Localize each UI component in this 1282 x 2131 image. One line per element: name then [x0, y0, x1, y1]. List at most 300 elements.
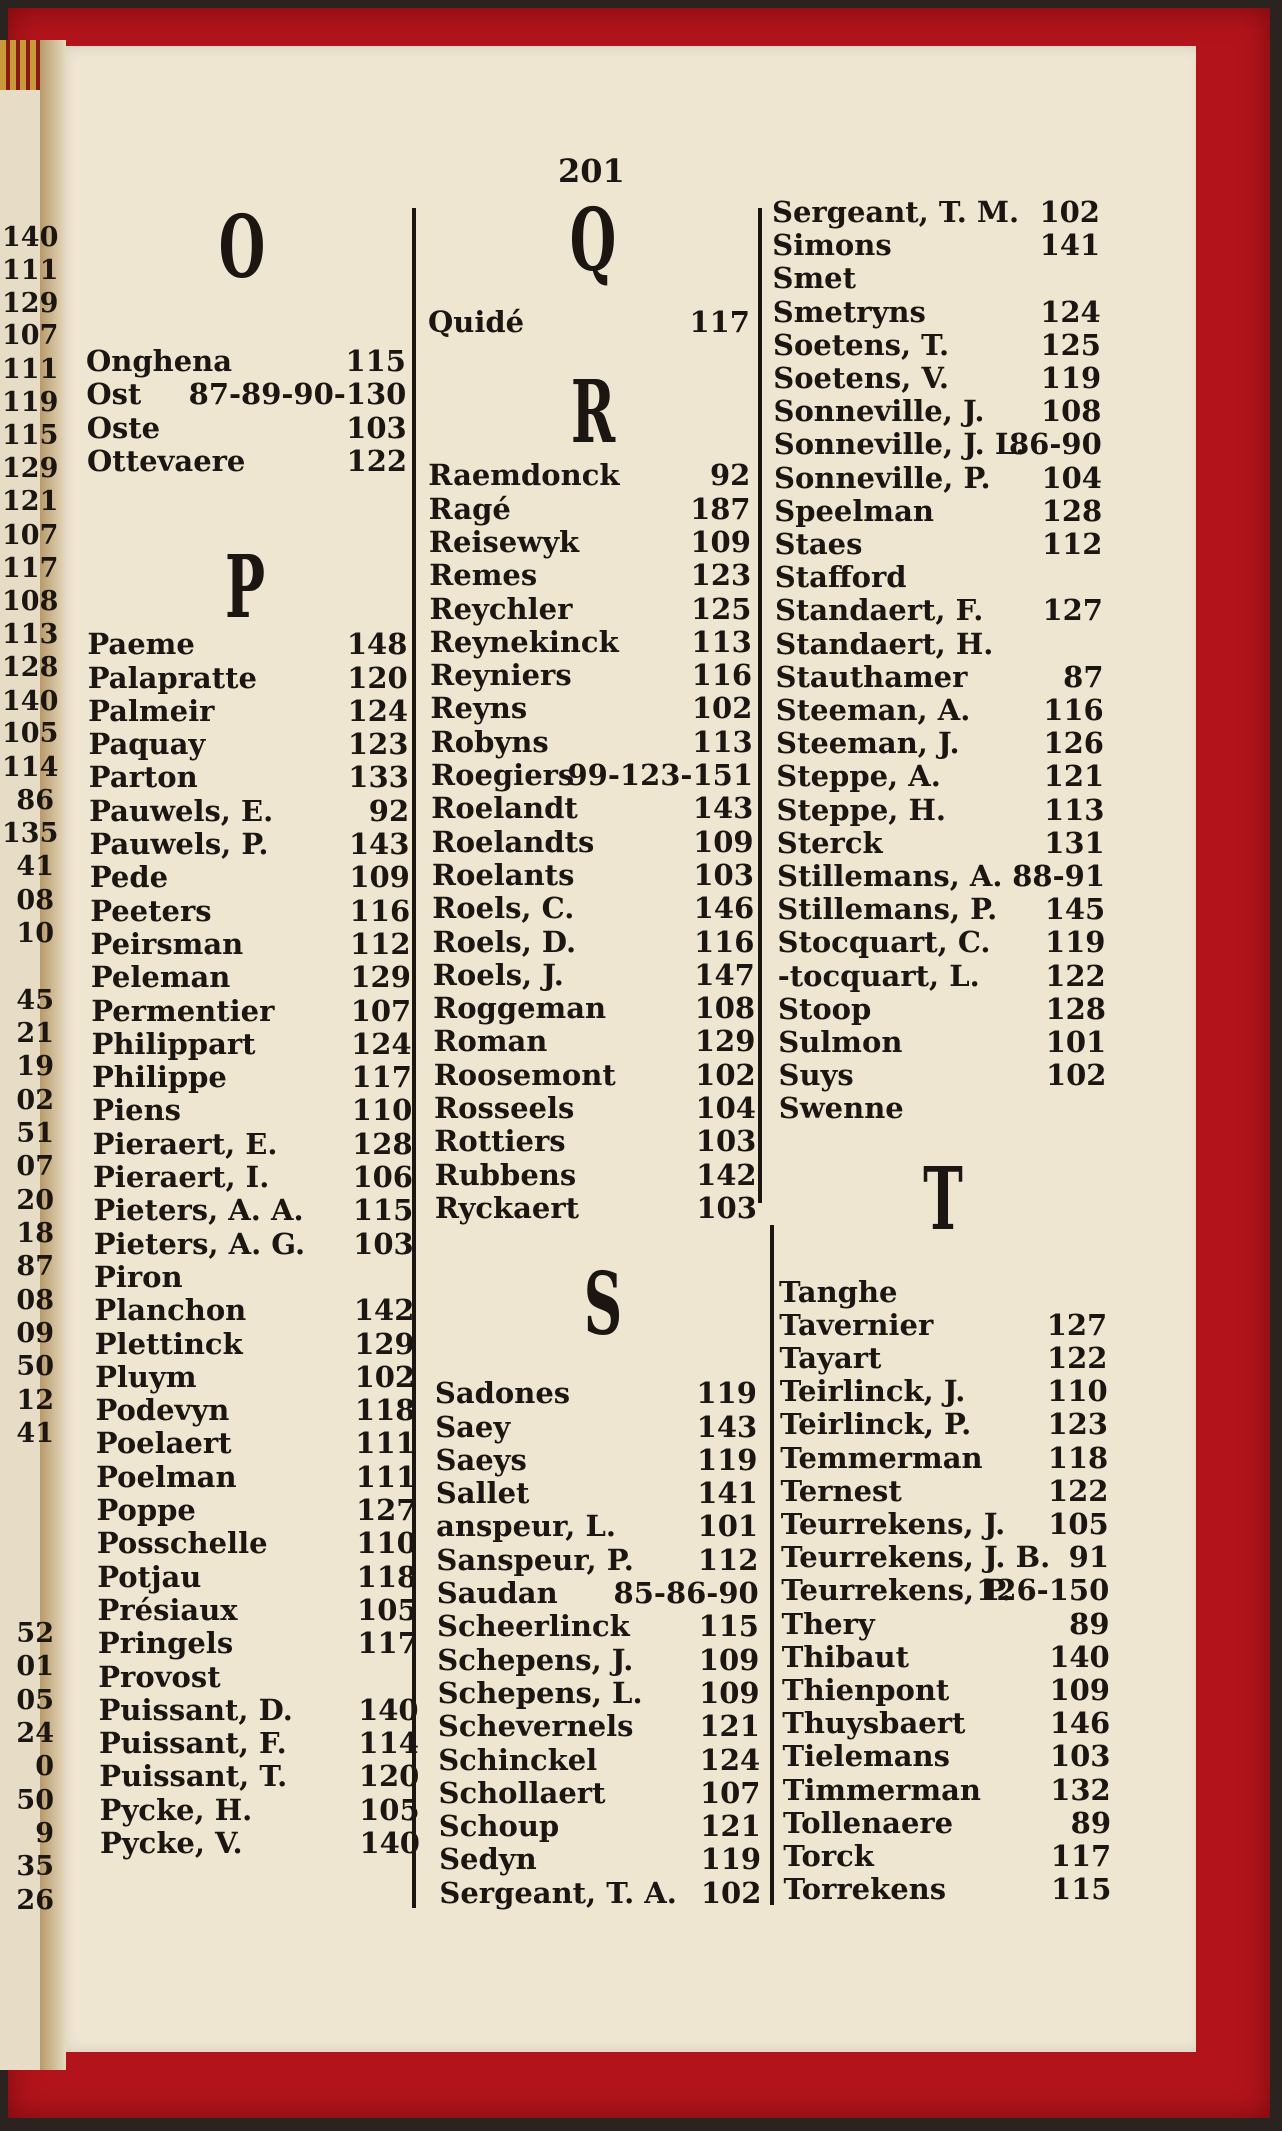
- index-entry-pages: 109: [1049, 1673, 1110, 1707]
- index-entry-name: Sallet: [435, 1476, 530, 1511]
- index-entry-pages: 103: [695, 1124, 757, 1159]
- index-entry-name: Swenne: [778, 1091, 904, 1126]
- index-entry-name: Roman: [433, 1024, 548, 1059]
- index-entry-name: Peeters: [90, 893, 212, 928]
- index-entry-name: Puissant, T.: [99, 1759, 288, 1794]
- index-entry-pages: 142: [696, 1157, 757, 1192]
- index-entry-name: Steppe, H.: [776, 792, 946, 827]
- index-entry-pages: 103: [696, 1190, 757, 1225]
- index-entry-name: -tocquart, L.: [777, 958, 980, 993]
- index-entry-name: Pluym: [95, 1359, 197, 1394]
- index-entry-name: Torck: [783, 1839, 874, 1873]
- index-entry-name: Staes: [774, 527, 863, 561]
- prev-page-margin-number: 18: [16, 1218, 54, 1249]
- index-entry-name: Thibaut: [781, 1639, 909, 1674]
- prev-page-margin-number: 51: [16, 1118, 54, 1149]
- index-entry-name: Soetens, V.: [773, 361, 949, 395]
- prev-page-margin-number: 107: [2, 520, 59, 551]
- index-entry-pages: 116: [693, 924, 755, 959]
- index-entry-name: Roels, J.: [432, 957, 564, 992]
- index-entry-pages: 113: [1043, 792, 1105, 827]
- prev-page-margin-number: 45: [16, 985, 54, 1016]
- index-entry-pages: 103: [346, 410, 407, 445]
- index-entry-pages: 108: [694, 991, 756, 1026]
- index-entry-name: Schepens, L.: [437, 1675, 643, 1710]
- index-entry-name: Peleman: [90, 960, 231, 995]
- index-entry-pages: 120: [358, 1759, 420, 1794]
- index-entry-name: Teurrekens, J.: [780, 1507, 1006, 1541]
- section-letter-q: Q: [569, 190, 617, 291]
- index-entry-name: Suys: [778, 1058, 854, 1093]
- index-entry-pages: 114: [358, 1726, 419, 1761]
- prev-page-margin-number: 140: [2, 686, 59, 717]
- index-entry-pages: 123: [1047, 1407, 1108, 1442]
- index-entry-name: Sedyn: [439, 1842, 537, 1877]
- index-entry-pages: 118: [1047, 1440, 1109, 1475]
- index-entry-name: Schollaert: [438, 1775, 606, 1810]
- prev-page-margin-number: 41: [16, 1418, 54, 1449]
- prev-page-margin-number: 52: [16, 1618, 54, 1649]
- index-entry-name: Palmeir: [88, 693, 215, 728]
- index-entry-name: Onghena: [86, 344, 233, 378]
- index-entry-name: Palapratte: [87, 660, 257, 695]
- prev-page-margin-number: 9: [35, 1818, 54, 1849]
- index-entry-name: Stoop: [778, 991, 872, 1026]
- index-entry-name: Robyns: [430, 724, 549, 759]
- index-entry-pages: 88-91: [1012, 859, 1105, 893]
- index-entry-pages: 117: [1050, 1839, 1112, 1873]
- index-entry-pages: 102: [691, 691, 753, 726]
- index-entry-pages: 104: [695, 1091, 756, 1125]
- index-entry-name: Pieraert, I.: [93, 1160, 270, 1194]
- index-entry-name: Oste: [86, 410, 161, 445]
- index-entry-pages: 116: [1043, 693, 1104, 727]
- index-entry-pages: 110: [1047, 1374, 1108, 1409]
- index-entry-name: Pauwels, E.: [89, 793, 274, 828]
- index-entry-pages: 140: [1049, 1639, 1110, 1674]
- index-entry-pages: 109: [349, 860, 410, 895]
- index-entry-name: Piens: [92, 1093, 181, 1128]
- index-entry-pages: 112: [697, 1542, 759, 1577]
- index-entry-name: Piron: [94, 1259, 183, 1294]
- prev-page-margin-number: 41: [16, 851, 54, 882]
- index-entry-pages: 118: [354, 1393, 416, 1428]
- index-entry-pages: 117: [357, 1626, 418, 1661]
- prev-page-margin-number: 07: [16, 1151, 54, 1182]
- index-entry-name: Poppe: [96, 1493, 196, 1527]
- index-entry-name: Saeys: [435, 1442, 527, 1477]
- index-entry-pages: 141: [697, 1476, 758, 1511]
- index-entry-pages: 146: [1049, 1706, 1111, 1741]
- index-entry-pages: 187: [690, 491, 751, 526]
- index-entry-name: Speelman: [774, 493, 934, 528]
- index-entry-name: Sergeant, T. A.: [439, 1875, 677, 1910]
- index-entry-pages: 112: [350, 926, 411, 961]
- prev-page-margin-number: 01: [16, 1651, 54, 1682]
- index-entry-pages: 102: [1045, 1058, 1107, 1093]
- index-entry-name: Pieters, A. G.: [93, 1226, 306, 1261]
- index-entry-name: Scheerlinck: [437, 1609, 630, 1644]
- prev-page-margin-number: 111: [2, 255, 59, 286]
- prev-page-margin-number: 20: [16, 1185, 54, 1216]
- index-entry-pages: 111: [355, 1426, 416, 1461]
- index-entry-name: Tayart: [779, 1341, 882, 1375]
- index-entry-pages: 119: [1040, 361, 1102, 395]
- prev-page-margin-number: 117: [2, 553, 59, 584]
- index-entry-name: Stocquart, C.: [777, 925, 991, 960]
- index-entry-name: Schinckel: [438, 1742, 598, 1777]
- index-entry-pages: 117: [351, 1060, 412, 1095]
- prev-page-margin-number: 113: [2, 619, 59, 650]
- prev-page-margin-number: 24: [16, 1718, 54, 1749]
- index-entry-name: Puissant, F.: [98, 1726, 287, 1761]
- index-entry-name: Saey: [435, 1409, 511, 1444]
- index-entry-name: Sergeant, T. M.: [772, 195, 1020, 229]
- index-entry-name: Soetens, T.: [773, 327, 950, 362]
- prev-page-margin-number: 121: [2, 486, 59, 517]
- index-entry-pages: 109: [693, 824, 754, 859]
- index-entry-name: Pycke, V.: [100, 1826, 243, 1860]
- index-entry-pages: 120: [347, 660, 408, 695]
- index-entry-pages: 127: [355, 1493, 417, 1527]
- index-entry-name: Parton: [88, 760, 198, 795]
- index-entry-pages: 126-150: [976, 1573, 1110, 1608]
- prev-page-margin-number: 108: [2, 586, 59, 617]
- index-entry-name: Tollenaere: [783, 1805, 954, 1840]
- index-entry-pages: 121: [699, 1709, 760, 1744]
- prev-page-margin-number: 129: [2, 453, 59, 484]
- index-entry-name: Ost: [86, 377, 142, 412]
- index-entry-pages: 102: [695, 1057, 756, 1092]
- prev-page-margin-number: 08: [16, 885, 54, 916]
- index-entry-name: Roosemont: [433, 1057, 616, 1092]
- index-entry-pages: 92: [709, 458, 751, 493]
- index-entry-pages: 124: [1040, 294, 1101, 329]
- index-entry-pages: 142: [353, 1293, 415, 1328]
- prev-page-margin-number: 50: [16, 1351, 54, 1382]
- index-entry-name: Tanghe: [779, 1274, 898, 1309]
- prev-page-margin-number: 86: [16, 785, 54, 816]
- index-entry-name: Sonneville, J. L.: [773, 427, 1026, 462]
- prev-page-margin-number: 119: [2, 387, 59, 418]
- index-entry-pages: 132: [1050, 1772, 1111, 1807]
- prev-page-margin-number: 12: [16, 1385, 54, 1416]
- index-entry-pages: 101: [697, 1509, 759, 1544]
- index-entry-pages: 118: [356, 1559, 418, 1594]
- section-letter-t: T: [923, 1149, 963, 1250]
- index-entry-pages: 131: [1044, 825, 1105, 860]
- index-entry-pages: 99-123-151: [567, 758, 753, 792]
- index-entry-pages: 124: [699, 1742, 761, 1777]
- index-entry-pages: 119: [700, 1842, 762, 1877]
- index-entry-name: Steeman, J.: [776, 726, 960, 761]
- prev-page-margin-number: 19: [16, 1051, 54, 1082]
- index-entry-name: Rottiers: [434, 1124, 566, 1159]
- prev-page-margin-number: 09: [16, 1318, 54, 1349]
- index-entry-pages: 127: [1042, 593, 1103, 628]
- index-entry-name: Reychler: [429, 591, 573, 626]
- index-entry-name: Sulmon: [778, 1025, 903, 1059]
- index-entry-pages: 108: [1040, 394, 1102, 429]
- index-entry-pages: 109: [698, 1642, 760, 1677]
- index-entry-name: Saudan: [436, 1576, 558, 1610]
- index-entry-name: Provost: [98, 1659, 221, 1694]
- index-entry-pages: 105: [357, 1592, 418, 1627]
- index-entry-pages: 143: [348, 827, 410, 861]
- index-entry-pages: 128: [1045, 991, 1106, 1026]
- index-entry-pages: 148: [346, 627, 408, 662]
- index-entry-pages: 103: [353, 1226, 414, 1261]
- index-entry-name: Roegiers: [431, 758, 575, 792]
- index-entry-pages: 104: [1041, 460, 1102, 495]
- index-entry-pages: 110: [351, 1093, 413, 1128]
- index-entry-pages: 101: [1045, 1025, 1107, 1059]
- index-entry-name: Tavernier: [779, 1307, 934, 1342]
- index-entry-pages: 122: [346, 443, 408, 478]
- index-entry-pages: 123: [690, 558, 752, 593]
- index-entry-name: Raemdonck: [428, 458, 620, 493]
- index-entry-pages: 89: [1070, 1805, 1111, 1840]
- prev-page-margin-number: 107: [2, 320, 59, 351]
- index-entry-pages: 111: [355, 1459, 417, 1494]
- prev-page-margin-number: 114: [2, 752, 59, 783]
- index-entry-pages: 86-90: [1009, 427, 1102, 462]
- index-entry-pages: 129: [354, 1326, 415, 1361]
- index-entry-name: Ternest: [780, 1473, 902, 1508]
- prev-page-margin-number: 105: [2, 718, 59, 749]
- index-entry-name: Thienpont: [782, 1673, 950, 1707]
- section-letter-s: S: [583, 1254, 623, 1355]
- index-entry-name: Roggeman: [433, 991, 607, 1026]
- index-entry-name: Plettinck: [94, 1326, 243, 1361]
- index-entry-pages: 128: [1041, 493, 1103, 528]
- index-entry-name: Ottevaere: [87, 443, 246, 478]
- index-entry-pages: 116: [691, 658, 753, 693]
- index-entry-pages: 126: [1043, 726, 1104, 761]
- index-entry-pages: 105: [359, 1792, 420, 1827]
- index-entry-name: Pauwels, P.: [89, 827, 269, 861]
- index-entry-pages: 125: [1040, 327, 1101, 362]
- prev-page-margin-number: 35: [16, 1851, 54, 1882]
- index-entry-name: Standaert, H.: [775, 626, 994, 661]
- index-entry-pages: 112: [1041, 527, 1103, 561]
- index-entry-name: Teirlinck, J.: [779, 1374, 966, 1409]
- index-entry-pages: 125: [690, 591, 752, 626]
- index-entry-name: Pieraert, E.: [92, 1126, 278, 1161]
- index-entry-pages: 143: [692, 791, 754, 826]
- index-entry-name: Planchon: [94, 1293, 247, 1328]
- index-entry-name: Timmerman: [782, 1772, 982, 1807]
- index-entry-name: Teurrekens, J. B.: [781, 1540, 1051, 1575]
- index-entry-pages: 122: [1045, 958, 1106, 993]
- index-entry-name: Reyns: [430, 691, 528, 726]
- index-entry-name: Ryckaert: [434, 1190, 579, 1225]
- index-entry-name: Rosseels: [434, 1091, 575, 1125]
- index-entry-name: Poelman: [96, 1459, 237, 1494]
- index-entry-name: Pede: [89, 860, 169, 895]
- index-entry-name: Roels, C.: [432, 891, 575, 926]
- index-entry-pages: 103: [1049, 1739, 1111, 1774]
- prev-page-margin-number: 129: [2, 288, 59, 319]
- index-entry-name: Puissant, D.: [98, 1692, 293, 1727]
- prev-page-margin-number: 128: [2, 652, 59, 683]
- index-entry-name: Ragé: [428, 491, 511, 526]
- index-entry-pages: 107: [350, 993, 412, 1028]
- index-entry-name: Torrekens: [783, 1872, 947, 1907]
- prev-page-margin-number: 135: [2, 818, 59, 849]
- prev-page-margin-number: 26: [16, 1885, 54, 1916]
- index-entry-name: Steppe, A.: [776, 759, 941, 794]
- prev-page-margin-number: 87: [16, 1251, 54, 1282]
- index-entry-name: Roelandt: [431, 791, 578, 826]
- index-entry-pages: 116: [349, 893, 411, 928]
- index-entry-name: Schevernels: [437, 1709, 634, 1744]
- index-entry-name: Tielemans: [782, 1739, 950, 1774]
- prev-page-margin-number: 111: [2, 354, 59, 385]
- index-entry-pages: 140: [358, 1692, 419, 1727]
- index-entry-name: anspeur, L.: [436, 1509, 616, 1544]
- index-entry-pages: 140: [359, 1826, 420, 1860]
- index-entry-name: Sonneville, J.: [773, 394, 985, 429]
- section-letter-p: P: [224, 537, 266, 638]
- section-letter-r: R: [570, 362, 616, 463]
- prev-page-margin-number: 115: [2, 420, 59, 451]
- index-entry-name: Pringels: [97, 1626, 234, 1661]
- index-entry-pages: 128: [352, 1126, 413, 1161]
- index-entry-pages: 106: [352, 1160, 413, 1194]
- index-entry-pages: 115: [352, 1193, 414, 1228]
- page-number: 201: [558, 152, 625, 190]
- index-entry-pages: 146: [693, 891, 755, 926]
- index-entry-name: Reyniers: [430, 658, 572, 693]
- index-entry-name: Teirlinck, P.: [780, 1407, 972, 1442]
- index-entry-name: Stillemans, P.: [777, 892, 998, 927]
- index-entry-name: Pycke, H.: [99, 1792, 253, 1827]
- prev-page-margin-number: 21: [16, 1018, 54, 1049]
- index-entry-pages: 119: [696, 1376, 757, 1411]
- index-entry-pages: 115: [698, 1609, 759, 1644]
- index-entry-pages: 91: [1068, 1540, 1109, 1575]
- index-entry-pages: 119: [1044, 925, 1106, 960]
- index-entry-pages: 102: [354, 1359, 416, 1394]
- prev-page-margin-number: 02: [16, 1085, 54, 1116]
- index-entry-name: Smetryns: [772, 294, 926, 329]
- index-entry-pages: 102: [1039, 195, 1100, 229]
- index-entry-pages: 113: [692, 724, 753, 759]
- index-entry-name: Sanspeur, P.: [436, 1542, 634, 1577]
- index-entry-pages: 85-86-90: [613, 1576, 759, 1610]
- index-entry-name: Temmerman: [780, 1440, 983, 1475]
- index-entry-pages: 119: [696, 1442, 758, 1477]
- index-entry-name: Philippart: [91, 1026, 256, 1061]
- index-entry-pages: 141: [1039, 228, 1101, 263]
- index-entry-name: Podevyn: [95, 1393, 230, 1428]
- index-entry-name: Standaert, F.: [775, 593, 984, 628]
- index-entry-name: Thuysbaert: [782, 1706, 966, 1741]
- index-entry-pages: 117: [689, 305, 750, 339]
- prev-page-margin-number: 50: [16, 1785, 54, 1816]
- column-rule-3: [770, 1225, 774, 1905]
- index-entry-name: Remes: [429, 558, 538, 593]
- index-entry-pages: 105: [1048, 1507, 1109, 1541]
- index-entry-name: Présiaux: [97, 1592, 238, 1627]
- index-entry-name: Teurrekens, P.: [781, 1573, 1012, 1608]
- index-entry-name: Thery: [781, 1606, 875, 1641]
- index-entry-name: Philippe: [91, 1060, 227, 1095]
- index-entry-pages: 147: [694, 957, 755, 992]
- index-entry-name: Roelants: [431, 857, 575, 892]
- index-entry-name: Rubbens: [434, 1157, 577, 1192]
- index-entry-pages: 133: [348, 760, 409, 795]
- column-rule-2: [758, 208, 762, 1203]
- index-entry-pages: 121: [700, 1809, 761, 1844]
- index-entry-pages: 121: [1043, 759, 1105, 794]
- index-entry-name: Stafford: [774, 560, 907, 595]
- index-entry-pages: 103: [693, 857, 754, 892]
- index-entry-name: Paeme: [87, 627, 195, 662]
- index-entry-name: Stauthamer: [775, 659, 968, 694]
- index-entry-name: Stillemans, A.: [777, 859, 1003, 893]
- index-entry-name: Sonneville, P.: [774, 460, 991, 495]
- index-entry-name: Schoup: [438, 1809, 560, 1844]
- index-entry-pages: 89: [1069, 1606, 1110, 1641]
- index-entry-name: Reisewyk: [428, 524, 580, 559]
- index-entry-pages: 145: [1044, 892, 1106, 927]
- index-entry-pages: 123: [347, 727, 409, 762]
- index-entry-name: Reynekinck: [429, 624, 619, 659]
- index-entry-pages: 109: [699, 1675, 760, 1710]
- index-entry-name: Schepens, J.: [437, 1642, 634, 1677]
- section-letter-o: O: [218, 197, 266, 298]
- index-entry-pages: 129: [694, 1024, 756, 1059]
- index-entry-name: Sterck: [776, 825, 883, 860]
- index-entry-pages: 109: [690, 524, 751, 559]
- index-entry-pages: 143: [696, 1409, 758, 1444]
- index-entry-pages: 102: [700, 1875, 762, 1910]
- index-entry-name: Steeman, A.: [775, 693, 971, 727]
- prev-page-margin-number: 140: [2, 222, 59, 253]
- index-entry-name: Poelaert: [95, 1426, 232, 1461]
- index-entry-name: Roels, D.: [432, 924, 577, 959]
- index-entry-pages: 92: [368, 793, 410, 828]
- index-entry-name: Potjau: [97, 1559, 202, 1594]
- index-entry-pages: 113: [691, 624, 752, 659]
- index-entry-pages: 115: [1050, 1872, 1112, 1907]
- index-entry-pages: 110: [356, 1526, 417, 1561]
- index-entry-pages: 127: [1046, 1307, 1108, 1342]
- index-entry-pages: 122: [1047, 1473, 1109, 1508]
- index-entry-name: Simons: [772, 228, 892, 263]
- index-entry-pages: 122: [1046, 1341, 1108, 1375]
- index-entry-name: Roelandts: [431, 824, 595, 859]
- index-entry-pages: 87-89-90-130: [188, 377, 407, 412]
- prev-page-margin-number: 0: [35, 1751, 54, 1782]
- index-entry-pages: 107: [699, 1775, 761, 1810]
- index-entry-pages: 124: [351, 1026, 412, 1061]
- index-entry-pages: 124: [347, 693, 409, 728]
- index-entry-pages: 115: [345, 344, 406, 378]
- index-entry-name: Paquay: [88, 727, 206, 762]
- index-entry-name: Peirsman: [90, 926, 244, 961]
- index-entry-pages: 129: [350, 960, 411, 995]
- prev-page-margin-number: 08: [16, 1285, 54, 1316]
- index-entry-name: Sadones: [434, 1376, 571, 1411]
- prev-page-margin-number: 10: [16, 918, 54, 949]
- index-entry-name: Smet: [772, 261, 856, 296]
- index-entry-name: Permentier: [91, 993, 275, 1028]
- index-entry-pages: 87: [1063, 659, 1104, 694]
- index-entry-name: Pieters, A. A.: [93, 1193, 304, 1228]
